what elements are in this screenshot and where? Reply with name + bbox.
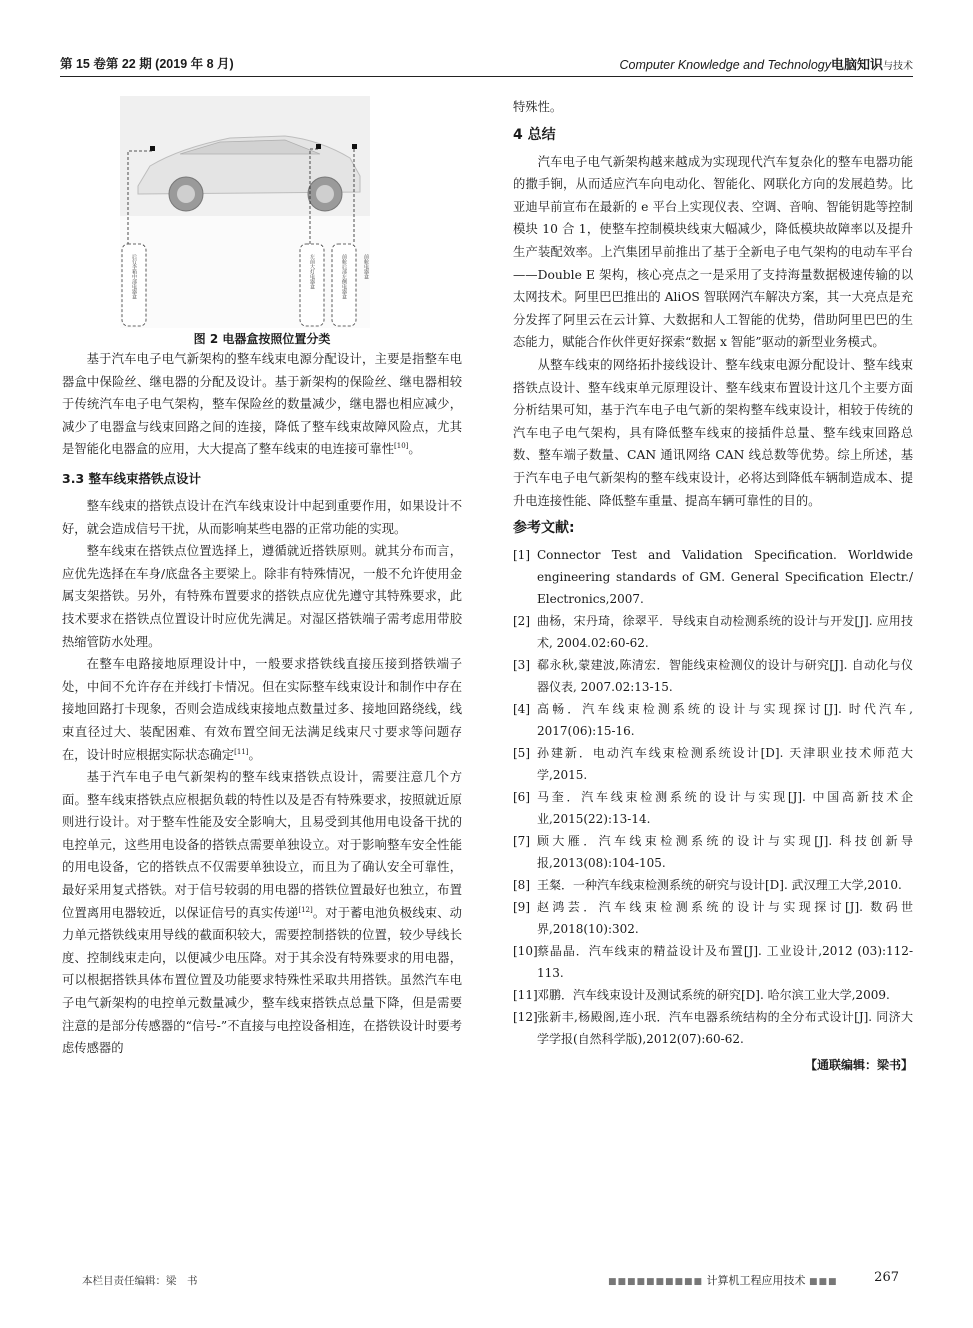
right-column [513, 96, 913, 1077]
journal-name [619, 54, 913, 73]
paragraph: 从整车线束的网络拓扑接线设计、整车线束电源分配设计、整车线束搭铁点设计、整车线束单元原理设计、整车线束布置设计这几个主要方面分析结果可知，基于汽车电子电气新的架构整车线束设计，相较于传统的汽车电子电气架构，具有降低整车线束的接插件总量、整车线束回路总数、整车端子数量、CAN 通讯网络 CAN 线总数等优势。综上所述，基于汽车电子电气新架构的整车线束设计，必将达到降低车辆制造成本、提升电连接性能、降低整车重量、提高车辆可靠性的目的。 [513, 357, 913, 508]
label-front-cabin: 前舱电器盒 [363, 254, 369, 279]
marker-front-left [316, 144, 321, 149]
reference-item: [6] 马奎．汽车线束检测系统的设计与实现[J]. 中国高新技术企业,2015(22):13-14. [513, 790, 913, 827]
references-heading: 参考文献: [513, 520, 575, 537]
reference-item: [10] 蔡晶晶．汽车线束的精益设计及布置[J]. 工业设计,2012 (03):112-113. [513, 944, 913, 981]
paragraph: 整车线束在搭铁点位置选择上，遵循就近搭铁原则。就其分布而言，应优先选择在车身/底盘各主要梁上。除非有特殊情况，一般不允许使用金属支架搭铁。另外，有特殊布置要求的搭铁点应优先遵守其特殊要求，此技术要求在搭铁点位置设计时应优先满足。对湿区搭铁端子需考虑用带胶热缩管防水处理。 [62, 544, 462, 649]
section-heading: 3.3 整车线束搭铁点设计 [62, 470, 201, 486]
citation: [10] [394, 442, 409, 451]
label-front-lamp: 左前大灯电器盒 [309, 254, 315, 289]
reference-item: [9] 赵鸿芸．汽车线束检测系统的设计与实现探讨[J]. 数码世界,2018(10):302. [513, 900, 913, 937]
paragraph: 汽车电子电气新架构越来越成为实现现代汽车复杂化的整车电器功能的撒手锏，从而适应汽车向电动化、智能化、网联化方向的发展趋势。比亚迪早前宣布在最新的 e 平台上实现仪表、空调、音响、智能钥匙等控制模块 10 合 1，使整车控制模块线束大幅减少，降低模块故障率以及提升生产装配效率。上汽集团早前推出了基于全新电子电气架构的电动车平台——Double E 架构，核心亮点之一是采用了支持海量数据极速传输的以太网技术。阿里巴巴推出的 AliOS 智联网汽车解决方案，其一大亮点是充分发挥了阿里云在云计算、大数据和人工智能的优势，借助阿里巴巴的生态能力，赋能合作伙伴更好探索“数据 x 智能”驱动的新型业务模式。 [513, 154, 913, 350]
reference-item: [12] 张新丰,杨殿阁,连小珉．汽车电器系统结构的全分布式设计[J]. 同济大学学报(自然科学版),2012(07):60-62. [513, 1010, 913, 1047]
editor-note: 【通联编辑：梁书】 [804, 1058, 913, 1073]
reference-item: [4] 高畅．汽车线束检测系统的设计与实现探讨[J]. 时代汽车, 2017(06):15-16. [513, 702, 913, 739]
citation: [12] [298, 905, 313, 914]
reference-item: [3] 郗永秋,蒙建波,陈清宏．智能线束检测仪的设计与研究[J]. 自动化与仪器仪表, 2007.02:13-15. [513, 658, 913, 695]
column-editor: 本栏目责任编辑：梁 书 [82, 1275, 198, 1287]
section-heading: 4 总结 [513, 126, 556, 143]
label-cabin-left: 前舱后部左侧电器盒 [341, 254, 347, 299]
citation: [11] [234, 747, 249, 756]
left-column [62, 96, 462, 1060]
page-footer [60, 1270, 913, 1290]
journal-name-suffix: 与技术 [883, 61, 913, 72]
issue-info: 第 15 卷第 22 期 (2019 年 8 月) [60, 57, 234, 71]
figure-caption: 图 2 电器盒按照位置分类 [193, 332, 331, 346]
reference-item: [1] Connector Test and Validation Specification. Worldwide engineering standards of GM. General Specification Electr./ Electronics,2007. [513, 548, 913, 607]
figure-2 [120, 96, 370, 328]
page-number: 267 [874, 1270, 899, 1285]
marker-rear [150, 146, 155, 151]
section-name: ■■■■■■■■■■ 计算机工程应用技术 ■■■ [608, 1274, 838, 1287]
reference-item: [5] 孙建新．电动汽车线束检测系统设计[D]. 天津职业技术师范大学,2015. [513, 746, 913, 783]
paragraph: 在整车电路接地原理设计中，一般要求搭铁线直接压接到搭铁端子处，中间不允许存在并线打卡情况。但在实际整车线束设计和制作中存在接地回路打卡现象，否则会造成线束接地点数量过多、接地回路绕线，线束直径过大、装配困难、有效布置空间无法满足线束尺寸要求等问题存在，设计时应根据实际状态确定[11]。 [62, 657, 462, 762]
label-rear: 后行李箱中部电器盒 [131, 254, 137, 299]
paragraph: 基于汽车电子电气新架构的整车线束电源分配设计，主要是指整车电器盒中保险丝、继电器的分配及设计。基于新架构的保险丝、继电器相较于传统汽车电子电气架构，整车保险丝的数量减少，继电器也相应减少，减少了电器盒与线束回路之间的连接，降低了整车线束故障风险点，尤其是智能化电器盒的应用，大大提高了整车线束的电连接可靠性[10]。 [62, 352, 462, 457]
journal-name-en: Computer Knowledge and Technology [619, 58, 831, 72]
running-header [60, 50, 913, 77]
car-diagram [120, 96, 370, 328]
reference-item: [8] 王粲．一种汽车线束检测系统的研究与设计[D]. 武汉理工大学,2010. [513, 878, 902, 893]
journal-name-cn: 电脑知识 [830, 57, 883, 72]
marker-front-cabin [352, 144, 357, 149]
reference-list [513, 544, 913, 1050]
reference-item: [11] 邓鹏．汽车线束设计及测试系统的研究[D]. 哈尔滨工业大学,2009. [513, 988, 890, 1003]
paragraph: 基于汽车电子电气新架构的整车线束搭铁点设计，需要注意几个方面。整车线束搭铁点应根据负载的特性以及是否有特殊要求，按照就近原则进行设计。对于整车性能及安全影响大，且易受到其他用电设备干扰的电控单元，这些用电设备的搭铁点需要单独设立。对于影响整车安全性能的用电设备，它的搭铁点不仅需要单独设立，而且为了确认安全可靠性，最好采用复式搭铁。对于信号较弱的用电器的搭铁位置最好也独立，布置位置离用电器较近，以保证信号的真实传递[12]。对于蓄电池负极线束、动力单元搭铁线束用导线的截面积较大，需要控制搭铁的位置，较少导线长度、控制线束走向，以便减少电压降。对于其余没有特殊要求的用电器，可以根据搭铁具体布置位置及功能要求特殊性采取共用搭铁。虽然汽车电子电气新架构的电控单元数量减少，整车线束搭铁点总量下降，但是需要注意的是部分传感器的“信号-”不直接与电控设备相连，在搭铁设计时要考虑传感器的 [62, 770, 462, 1056]
paragraph: 特殊性。 [513, 100, 563, 114]
reference-item: [7] 顾大雁．汽车线束检测系统的设计与实现[J]. 科技创新导报,2013(08):104-105. [513, 834, 913, 871]
paragraph: 整车线束的搭铁点设计在汽车线束设计中起到重要作用，如果设计不好，就会造成信号干扰，从而影响某些电器的正常功能的实现。 [62, 498, 462, 536]
reference-item: [2] 曲杨，宋丹琦，徐翠平．导线束自动检测系统的设计与开发[J]. 应用技术, 2004.02:60-62. [513, 614, 913, 651]
